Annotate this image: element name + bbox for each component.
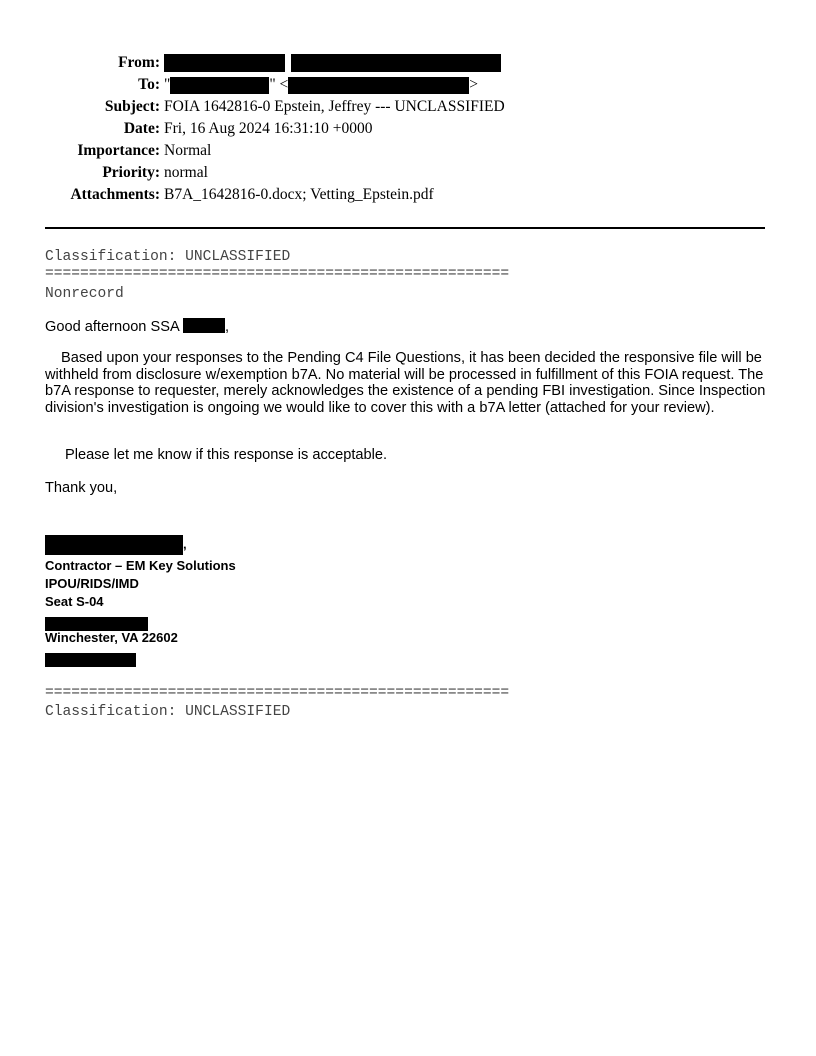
- paragraph-1: Based upon your responses to the Pending C4 File Questions, it has been decided the responsive file will be withheld from disclosure w/exemption b7A. No material will be processed in fulfillment of this FOIA request. The b7A response to requester, merely acknowledges the existence of a pending FBI investigation. Since Inspection division's investigation is ongoing we would like to cover this with a b7A letter (attached for your review).: [45, 350, 766, 416]
- signature-unit: IPOU/RIDS/IMD: [45, 576, 139, 591]
- redacted-sender-email: [291, 54, 501, 72]
- paragraph-2: Please let me know if this response is acceptable.: [65, 447, 388, 463]
- separator-bottom: =====================================================: [45, 685, 510, 701]
- date-row: [0, 118, 816, 140]
- subject-label: Subject:: [104, 98, 160, 115]
- attachments-row: [0, 184, 816, 206]
- separator-top: =====================================================: [45, 266, 510, 282]
- to-label: To:: [138, 76, 160, 93]
- signature-city: Winchester, VA 22602: [45, 630, 178, 645]
- redacted-signature-name: [45, 535, 183, 555]
- importance-label: Importance:: [77, 142, 160, 159]
- from-label: From:: [118, 54, 160, 71]
- greeting: [45, 318, 771, 336]
- signature-title: Contractor – EM Key Solutions: [45, 558, 236, 573]
- subject-row: [0, 96, 816, 118]
- greeting-comma: ,: [224, 319, 229, 335]
- redacted-sender-name: [164, 54, 285, 72]
- nonrecord-label: Nonrecord: [45, 286, 124, 302]
- closing: Thank you,: [45, 480, 118, 496]
- classification-top: Classification: UNCLASSIFIED: [45, 249, 291, 265]
- redacted-recipient-name: [170, 77, 269, 94]
- redacted-recipient-surname: [183, 318, 225, 333]
- to-quote-open: ": [164, 76, 171, 93]
- priority-label: Priority:: [102, 164, 160, 181]
- to-quote-close: " <: [269, 76, 289, 93]
- from-row: [0, 52, 816, 74]
- attachments-label: Attachments:: [70, 186, 160, 203]
- header-divider: [45, 227, 765, 229]
- subject-value: FOIA 1642816-0 Epstein, Jeffrey --- UNCLASSIFIED: [164, 98, 505, 115]
- date-value: Fri, 16 Aug 2024 16:31:10 +0000: [164, 120, 373, 137]
- signature-name-row: [45, 535, 187, 555]
- date-label: Date:: [123, 120, 160, 137]
- importance-row: [0, 140, 816, 162]
- signature-name-suffix: ,: [183, 536, 187, 552]
- redacted-recipient-email: [288, 77, 469, 94]
- from-value: [164, 52, 501, 74]
- priority-value: normal: [164, 164, 208, 181]
- to-row: [0, 74, 816, 96]
- importance-value: Normal: [164, 142, 212, 159]
- to-angle-close: >: [469, 76, 479, 93]
- attachments-value[interactable]: B7A_1642816-0.docx; Vetting_Epstein.pdf: [164, 186, 434, 203]
- greeting-text: Good afternoon SSA: [45, 319, 179, 335]
- priority-row: [0, 162, 816, 184]
- redacted-phone: [45, 653, 136, 667]
- classification-bottom: Classification: UNCLASSIFIED: [45, 704, 291, 720]
- signature-seat: Seat S-04: [45, 594, 104, 609]
- signature-phone-row: [45, 650, 136, 668]
- to-value: [164, 74, 478, 96]
